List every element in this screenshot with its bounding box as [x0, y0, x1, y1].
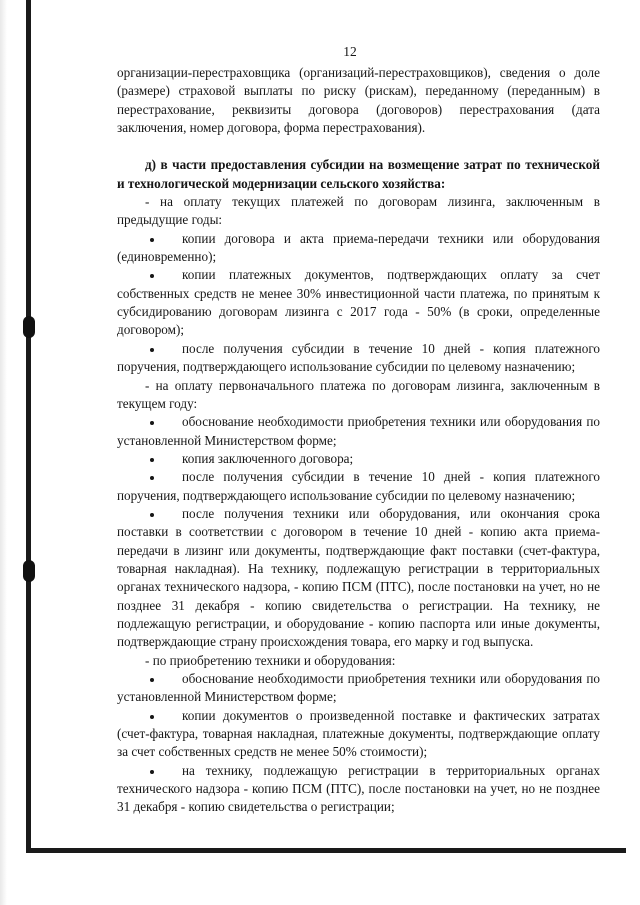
- bullet-icon: [150, 238, 154, 242]
- group-title-equipment-purchase: - по приобретению техники и оборудования:: [145, 652, 396, 668]
- document-body: [117, 64, 600, 817]
- bullet-icon: [150, 715, 154, 719]
- list-item: после получения субсидии в течение 10 дней - копия платежного поручения, подтверждающего использование субсидии по целевому назначению;: [117, 340, 600, 375]
- bullet-icon: [150, 421, 154, 425]
- bullet-icon: [150, 348, 154, 352]
- bullet-icon: [150, 458, 154, 462]
- intro-paragraph: организации-перестраховщика (организаций-перестраховщиков), сведения о доле (размере) страховой выплаты по риску (рискам), переданному (переданным) в перестрахование, реквизиты договора (договоров) перестрахования (дата заключения, номер договора, форма перестрахования).: [117, 65, 600, 136]
- list-item: копии платежных документов, подтверждающих оплату за счет собственных средств не менее 30% инвестиционной части платежа, по принятым к субсидированию договорам лизинга с 2017 года - 50% (в сроки, определенные договором);: [117, 267, 600, 338]
- bullet-icon: [150, 274, 154, 278]
- binding-spine-line: [26, 0, 31, 853]
- list-item: копии договора и акта приема-передачи техники или оборудования (единовременно);: [117, 230, 600, 265]
- section-heading: д) в части предоставления субсидии на возмещение затрат по технической и технологической модернизации сельского хозяйства:: [117, 157, 600, 191]
- list-item: копии документов о произведенной поставке и фактических затратах (счет-фактура, товарная накладная, платежные документы, подтверждающие оплату за счет собственных средств не менее 50% стоимости);: [117, 707, 600, 760]
- bottom-border-line: [26, 848, 626, 853]
- punch-hole-lower: [23, 560, 35, 582]
- paragraph-gap: [117, 137, 600, 156]
- list-item: на технику, подлежащую регистрации в территориальных органах технического надзора - копию ПСМ (ПТС), после постановки на учет, но не позднее 31 декабря - копию свидетельства о регистрации;: [117, 762, 600, 815]
- bullet-icon: [150, 678, 154, 682]
- punch-hole-upper: [23, 316, 35, 338]
- list-item: после получения техники или оборудования, или окончания срока поставки в соответствии с договором в течение 10 дней - копию акта приема-передачи в лизинг или документы, подтверждающие факт поставки (счет-фактура, товарная накладная). На технику, подлежащую регистрации в территориальных органах технического надзора, - копию ПСМ (ПТС), после постановки на учет, но не позднее 31 декабря - копию свидетельства о регистрации. На технику, не подлежащую регистрации, и оборудование - копию паспорта или иные документы, подтверждающие страну происхождения товара, его марку и год выпуска.: [117, 505, 600, 650]
- scan-edge-shadow: [0, 0, 7, 905]
- list-item: обоснование необходимости приобретения техники или оборудования по установленной Министерством форме;: [117, 671, 600, 705]
- page-number: 12: [343, 44, 357, 59]
- group-title-initial-payment: - на оплату первоначального платежа по договорам лизинга, заключенным в текущем году:: [117, 377, 600, 411]
- list-item: после получения субсидии в течение 10 дней - копия платежного поручения, подтверждающего использование субсидии по целевому назначению;: [117, 469, 600, 503]
- list-item: обоснование необходимости приобретения техники или оборудования по установленной Министерством форме;: [117, 414, 600, 448]
- list-item: копия заключенного договора;: [117, 450, 600, 468]
- bullet-icon: [150, 513, 154, 517]
- group-title-current-leasing: - на оплату текущих платежей по договорам лизинга, заключенным в предыдущие годы:: [117, 194, 600, 228]
- bullet-icon: [150, 476, 154, 480]
- bullet-icon: [150, 770, 154, 774]
